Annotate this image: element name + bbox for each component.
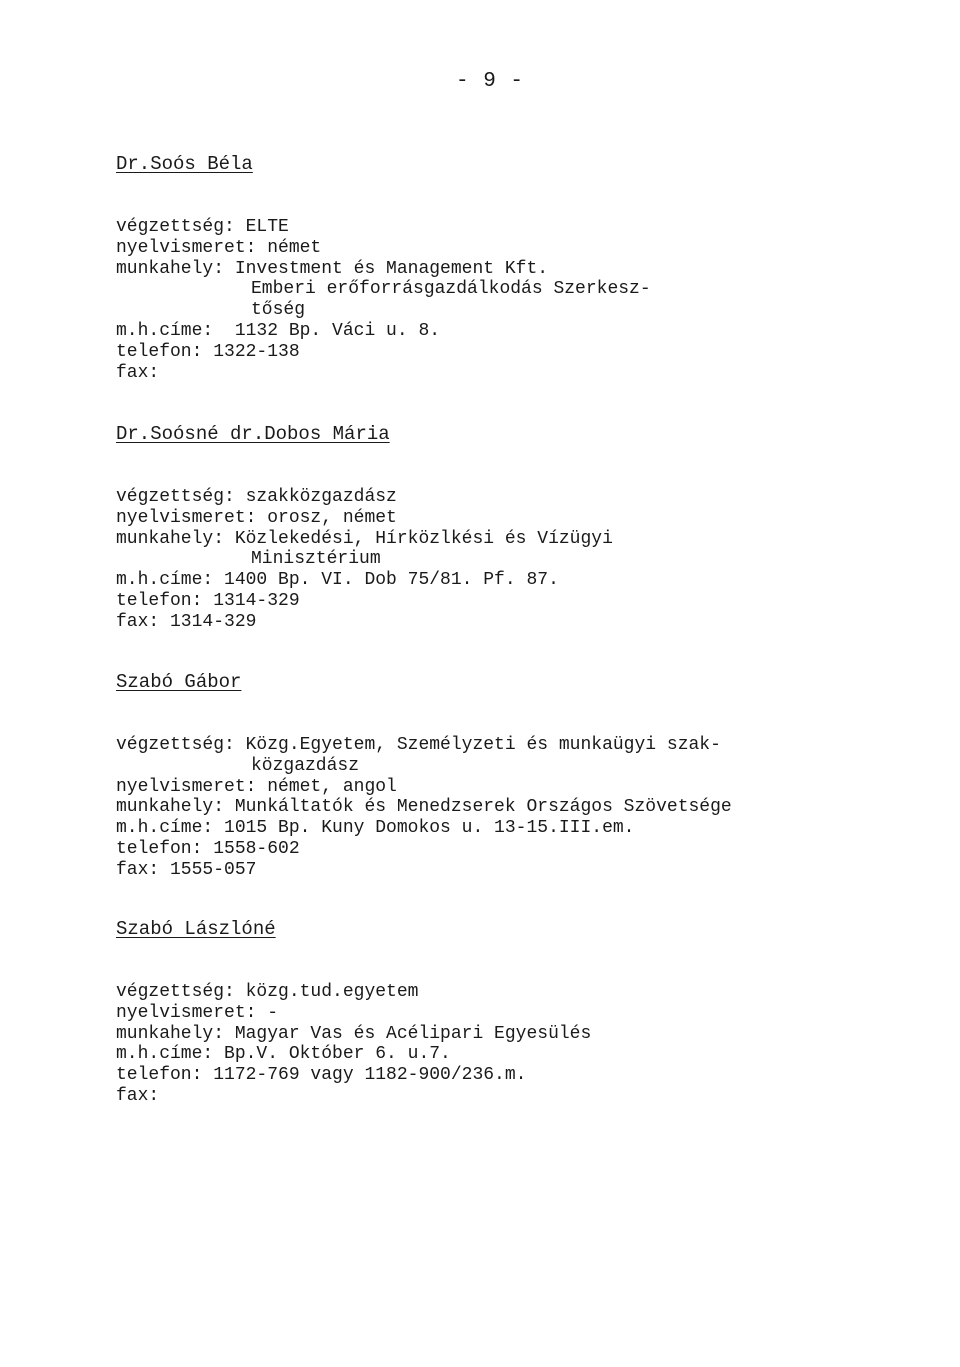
fax-line: fax: <box>116 1085 160 1106</box>
person-details <box>116 217 896 383</box>
person-name: Dr.Soós Béla <box>116 153 253 175</box>
workplace-line: munkahely: Munkáltatók és Menedzserek Országos Szövetsége <box>116 797 732 818</box>
person-name: Szabó Gábor <box>116 671 242 693</box>
education-line: végzettség: ELTE <box>116 217 289 237</box>
phone-line: telefon: 1172-769 vagy 1182-900/236.m. <box>116 1065 527 1086</box>
workplace-line: munkahely: Investment és Management Kft. <box>116 258 549 279</box>
education-continuation: közgazdász <box>251 755 360 776</box>
person-details <box>116 487 896 633</box>
workplace-address-line: m.h.címe: 1132 Bp. Váci u. 8. <box>116 320 441 341</box>
education-line: végzettség: Közg.Egyetem, Személyzeti és munkaügyi szak- <box>116 735 721 755</box>
workplace-continuation: Emberi erőforrásgazdálkodás Szerkesz- <box>251 279 651 300</box>
education-line: végzettség: közg.tud.egyetem <box>116 982 419 1002</box>
fax-line: fax: 1555-057 <box>116 859 257 880</box>
education-line: végzettség: szakközgazdász <box>116 487 397 507</box>
workplace-continuation: tőség <box>251 300 306 321</box>
fax-line: fax: 1314-329 <box>116 611 257 632</box>
person-details <box>116 982 896 1107</box>
person-entry <box>116 423 896 633</box>
workplace-address-line: m.h.címe: Bp.V. Október 6. u.7. <box>116 1044 451 1065</box>
phone-line: telefon: 1322-138 <box>116 341 300 362</box>
phone-line: telefon: 1314-329 <box>116 590 300 611</box>
person-entry <box>116 918 896 1107</box>
person-details <box>116 735 896 881</box>
languages-line: nyelvismeret: orosz, német <box>116 507 397 528</box>
fax-line: fax: <box>116 362 160 383</box>
languages-line: nyelvismeret: német, angol <box>116 776 397 797</box>
phone-line: telefon: 1558-602 <box>116 838 300 859</box>
workplace-line: munkahely: Magyar Vas és Acélipari Egyesülés <box>116 1023 592 1044</box>
person-entry <box>116 153 896 383</box>
workplace-continuation: Minisztérium <box>251 549 381 570</box>
person-name: Szabó Lászlóné <box>116 918 276 940</box>
page-number: - 9 - <box>456 70 525 93</box>
workplace-line: munkahely: Közlekedési, Hírközlkési és Vízügyi <box>116 528 613 549</box>
workplace-address-line: m.h.címe: 1400 Bp. VI. Dob 75/81. Pf. 87. <box>116 570 559 591</box>
languages-line: nyelvismeret: német <box>116 237 322 258</box>
languages-line: nyelvismeret: - <box>116 1002 279 1023</box>
workplace-address-line: m.h.címe: 1015 Bp. Kuny Domokos u. 13-15.III.em. <box>116 818 635 839</box>
person-entry <box>116 671 896 881</box>
person-name: Dr.Soósné dr.Dobos Mária <box>116 423 390 445</box>
